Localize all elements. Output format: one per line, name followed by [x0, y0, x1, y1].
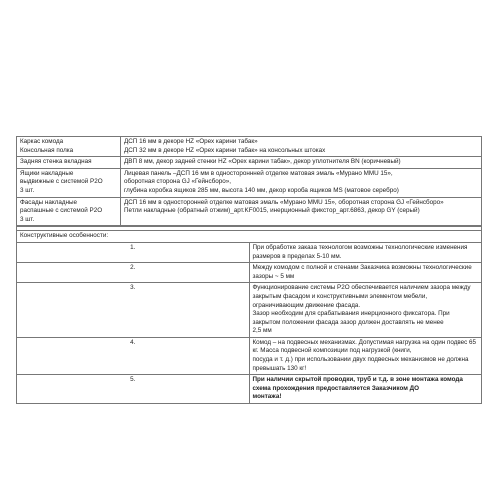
specification-sheet	[16, 136, 482, 404]
spec-value-line: Петли накладные (обратный отжим)_арт.KF0015, инерционный фикстор_арт.6863, декор GY (серый)	[124, 207, 420, 215]
feature-text-line: 2,5 мм	[252, 327, 272, 335]
spec-label-line: Задняя стенка вкладная	[20, 158, 92, 166]
spec-value-line: ДСП 32 мм в декоре HZ «Орех карини табак» на консольных штоках	[124, 146, 326, 154]
spec-label	[17, 197, 121, 226]
spec-value	[121, 197, 482, 226]
feature-text	[249, 337, 482, 374]
feature-number: 5.	[17, 375, 250, 404]
feature-text	[249, 375, 482, 404]
spec-value-line: ДСП 16 мм в односторонней отделке матовая эмаль «Мурано MMU 15», оборотная сторона GJ «Гейнсборо»	[124, 198, 444, 206]
spec-row	[17, 137, 482, 157]
spec-table	[16, 136, 482, 226]
spec-label-line: выдвижные с системой P2O	[20, 178, 103, 186]
spec-label-line: Консольная полка	[20, 146, 74, 154]
spec-value-line: глубина коробка ящиков 285 мм, высота 140 мм, декор короба ящиков MS (матовое серебро)	[124, 186, 399, 194]
feature-text	[249, 263, 482, 283]
spec-label	[17, 137, 121, 157]
feature-text-line: ограничивающим движение фасада.	[252, 301, 361, 309]
spec-label	[17, 157, 121, 169]
feature-text-line: Между комодом с полной и стенами Заказчика возможны технологические зазоры ~ 5 мм	[252, 264, 472, 280]
spec-label-line: Фасады накладные	[20, 198, 78, 206]
feature-text-line: посуда и т. д.) при использовании двух подвесных механизмов не должна превышать 130 кг!	[252, 356, 469, 372]
feature-text	[249, 242, 482, 262]
feature-row	[17, 242, 482, 262]
features-heading: Конструктивные особенности:	[17, 231, 482, 243]
spec-value-line: ДВП 8 мм, декор задней стенки HZ «Орех карини табак», декор уплотнителя BN (коричневый)	[124, 158, 401, 166]
feature-row	[17, 337, 482, 374]
spec-label-line: распашные с системой P2O	[20, 207, 103, 215]
spec-row	[17, 168, 482, 197]
feature-text-line: Зазор необходим для срабатывания инерционного фиксатора. При закрытом положении фасада зазор должен доставлять не менее	[252, 310, 450, 326]
spec-label	[17, 168, 121, 197]
feature-text-line: Функционирование системы P2O обеспечивается наличием зазора между закрытым фасадом и конструктивными элементом мебели,	[252, 284, 471, 300]
feature-text	[249, 283, 482, 338]
feature-number: 1.	[17, 242, 250, 262]
spec-value	[121, 137, 482, 157]
feature-number: 2.	[17, 263, 250, 283]
features-heading-row	[17, 231, 482, 243]
spec-row	[17, 157, 482, 169]
feature-row	[17, 283, 482, 338]
spec-label-line: 3 шт.	[20, 215, 35, 223]
spec-value	[121, 157, 482, 169]
spec-label-line: 3 шт.	[20, 186, 35, 194]
spec-value	[121, 168, 482, 197]
spec-row	[17, 197, 482, 226]
spec-value-line: ДСП 16 мм в декоре HZ «Орех карини табак»	[124, 138, 258, 145]
spec-label-line: Ящики накладные	[20, 169, 74, 177]
spec-label-line: Каркас комода	[20, 138, 64, 145]
feature-row	[17, 375, 482, 404]
feature-text-line: Комод – на подвесных механизмах. Допустимая нагрузка на один подвес 65 кг. Масса подвесной композиции под нагрузкой (книги,	[252, 338, 477, 355]
feature-text-line: При наличии скрытой проводки, труб и т.д. в зоне монтажа комода схема прохождения предоставляется Заказчиком ДО	[252, 376, 463, 392]
feature-number: 3.	[17, 283, 250, 338]
spec-value-line: оборотная сторона GJ «Гейнсборо»,	[124, 178, 231, 186]
feature-row	[17, 263, 482, 283]
spec-value-line: Лицевая панель –ДСП 16 мм в одностороннней отделке матовая эмаль «Мурано MMU 15»,	[124, 169, 393, 177]
feature-text-line: При обработке заказа технологом возможны технологические изменения размеров в пределах 5-10 мм.	[252, 243, 468, 260]
feature-text-line: монтажа!	[252, 393, 282, 401]
features-table	[16, 226, 482, 404]
feature-number: 4.	[17, 337, 250, 374]
